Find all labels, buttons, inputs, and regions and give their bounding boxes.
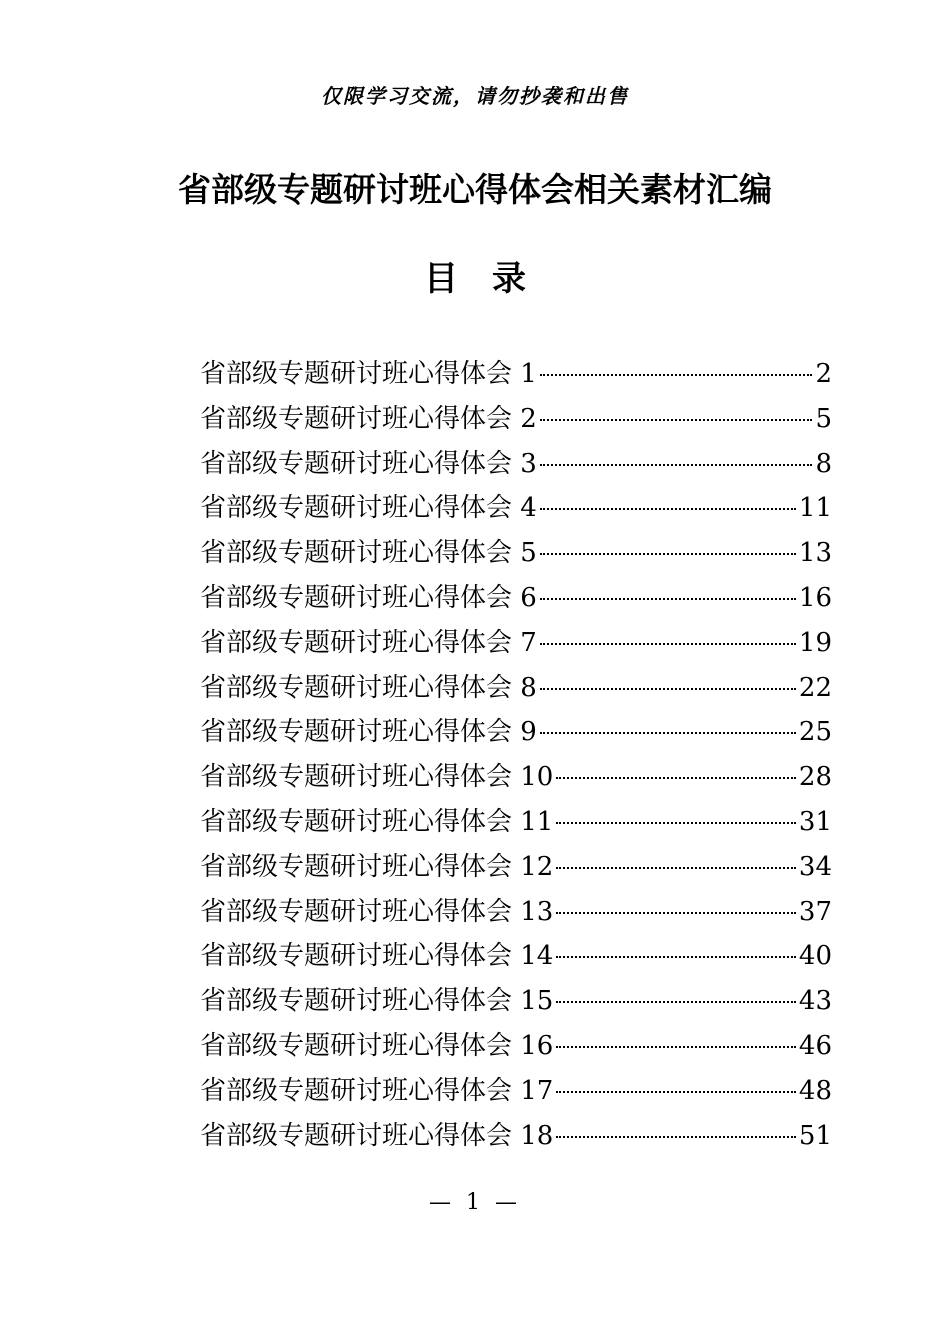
toc-entry-page: 34 [798, 851, 832, 882]
toc-entry-page: 8 [815, 448, 832, 479]
toc-dot-leader [540, 508, 796, 510]
toc-dot-leader [540, 732, 796, 734]
toc-dot-leader [556, 1136, 796, 1138]
toc-heading-right: 录 [492, 259, 526, 299]
toc-entry-label: 省部级专题研讨班心得体会 7 [200, 627, 537, 658]
toc-entry-label: 省部级专题研讨班心得体会 9 [200, 717, 537, 748]
toc-dot-leader [556, 1001, 796, 1003]
toc-heading [0, 254, 950, 304]
toc-entry[interactable] [200, 755, 832, 800]
toc-entry-page: 40 [798, 941, 832, 972]
page-number: — 1 — [429, 1190, 521, 1215]
toc-entry-page: 19 [798, 627, 832, 658]
toc-entry-label: 省部级专题研讨班心得体会 2 [200, 403, 537, 434]
toc-entry-label: 省部级专题研讨班心得体会 17 [200, 1075, 554, 1106]
toc-heading-left: 目 [424, 259, 458, 299]
toc-dot-leader [556, 1091, 796, 1093]
toc-entry[interactable] [200, 934, 832, 979]
toc-entry-label: 省部级专题研讨班心得体会 13 [200, 896, 554, 927]
toc-entry[interactable] [200, 442, 832, 487]
toc-dot-leader [540, 598, 796, 600]
toc-entry-page: 13 [798, 538, 832, 569]
toc-dot-leader [556, 912, 796, 914]
toc-entry[interactable] [200, 621, 832, 666]
toc-entry-page: 16 [798, 582, 832, 613]
toc-entry-label: 省部级专题研讨班心得体会 16 [200, 1030, 554, 1061]
toc-entry-label: 省部级专题研讨班心得体会 11 [200, 806, 554, 837]
toc-dot-leader [540, 643, 796, 645]
toc-entry[interactable] [200, 531, 832, 576]
toc-entry[interactable] [200, 486, 832, 531]
toc-entry-label: 省部级专题研讨班心得体会 12 [200, 851, 554, 882]
document-title: 省部级专题研讨班心得体会相关素材汇编 [178, 170, 772, 209]
toc-dot-leader [556, 1046, 796, 1048]
toc-dot-leader [540, 419, 813, 421]
toc-entry-label: 省部级专题研讨班心得体会 1 [200, 359, 537, 389]
toc-entry[interactable] [200, 890, 832, 935]
toc-entry[interactable] [200, 1024, 832, 1069]
toc-dot-leader [556, 867, 796, 869]
toc-entry-page: 43 [798, 986, 832, 1017]
toc-entry-page: 11 [798, 493, 832, 524]
toc-entry-label: 省部级专题研讨班心得体会 15 [200, 986, 554, 1017]
toc-entry-label: 省部级专题研讨班心得体会 8 [200, 672, 537, 703]
toc-dot-leader [556, 777, 796, 779]
toc-entry[interactable] [200, 979, 832, 1024]
toc-entry[interactable] [200, 397, 832, 442]
toc-dot-leader [540, 688, 796, 690]
toc-entry-page: 51 [798, 1120, 832, 1151]
toc-entry[interactable] [200, 1114, 832, 1159]
toc-entry-label: 省部级专题研讨班心得体会 4 [200, 493, 537, 524]
toc-dot-leader [556, 822, 796, 824]
toc-entry-label: 省部级专题研讨班心得体会 5 [200, 538, 537, 569]
toc-entry[interactable] [200, 576, 832, 621]
toc-dot-leader [540, 374, 813, 376]
toc-dot-leader [540, 553, 796, 555]
toc-entry-page: 5 [815, 403, 832, 434]
toc-entry-page: 25 [798, 717, 832, 748]
toc-entry[interactable] [200, 800, 832, 845]
toc-dot-leader [556, 956, 796, 958]
toc-entry-page: 46 [798, 1030, 832, 1061]
toc-entry-label: 省部级专题研讨班心得体会 6 [200, 582, 537, 613]
toc-dot-leader [540, 464, 813, 466]
header-watermark: 仅限学习交流，请勿抄袭和出售 [321, 84, 629, 108]
toc-entry[interactable] [200, 1069, 832, 1114]
toc-entry-page: 22 [798, 672, 832, 703]
table-of-contents [200, 352, 832, 1158]
toc-entry-page: 37 [798, 896, 832, 927]
toc-entry[interactable] [200, 845, 832, 890]
toc-entry-label: 省部级专题研讨班心得体会 3 [200, 448, 537, 479]
toc-entry[interactable] [200, 666, 832, 711]
toc-entry-page: 48 [798, 1075, 832, 1106]
toc-entry-page: 28 [798, 762, 832, 793]
toc-entry-page: 31 [798, 806, 832, 837]
toc-entry-label: 省部级专题研讨班心得体会 14 [200, 941, 554, 972]
toc-entry-label: 省部级专题研讨班心得体会 18 [200, 1120, 554, 1151]
toc-entry-page: 2 [815, 359, 832, 389]
toc-entry[interactable] [200, 710, 832, 755]
toc-entry[interactable] [200, 352, 832, 397]
toc-entry-label: 省部级专题研讨班心得体会 10 [200, 762, 554, 793]
